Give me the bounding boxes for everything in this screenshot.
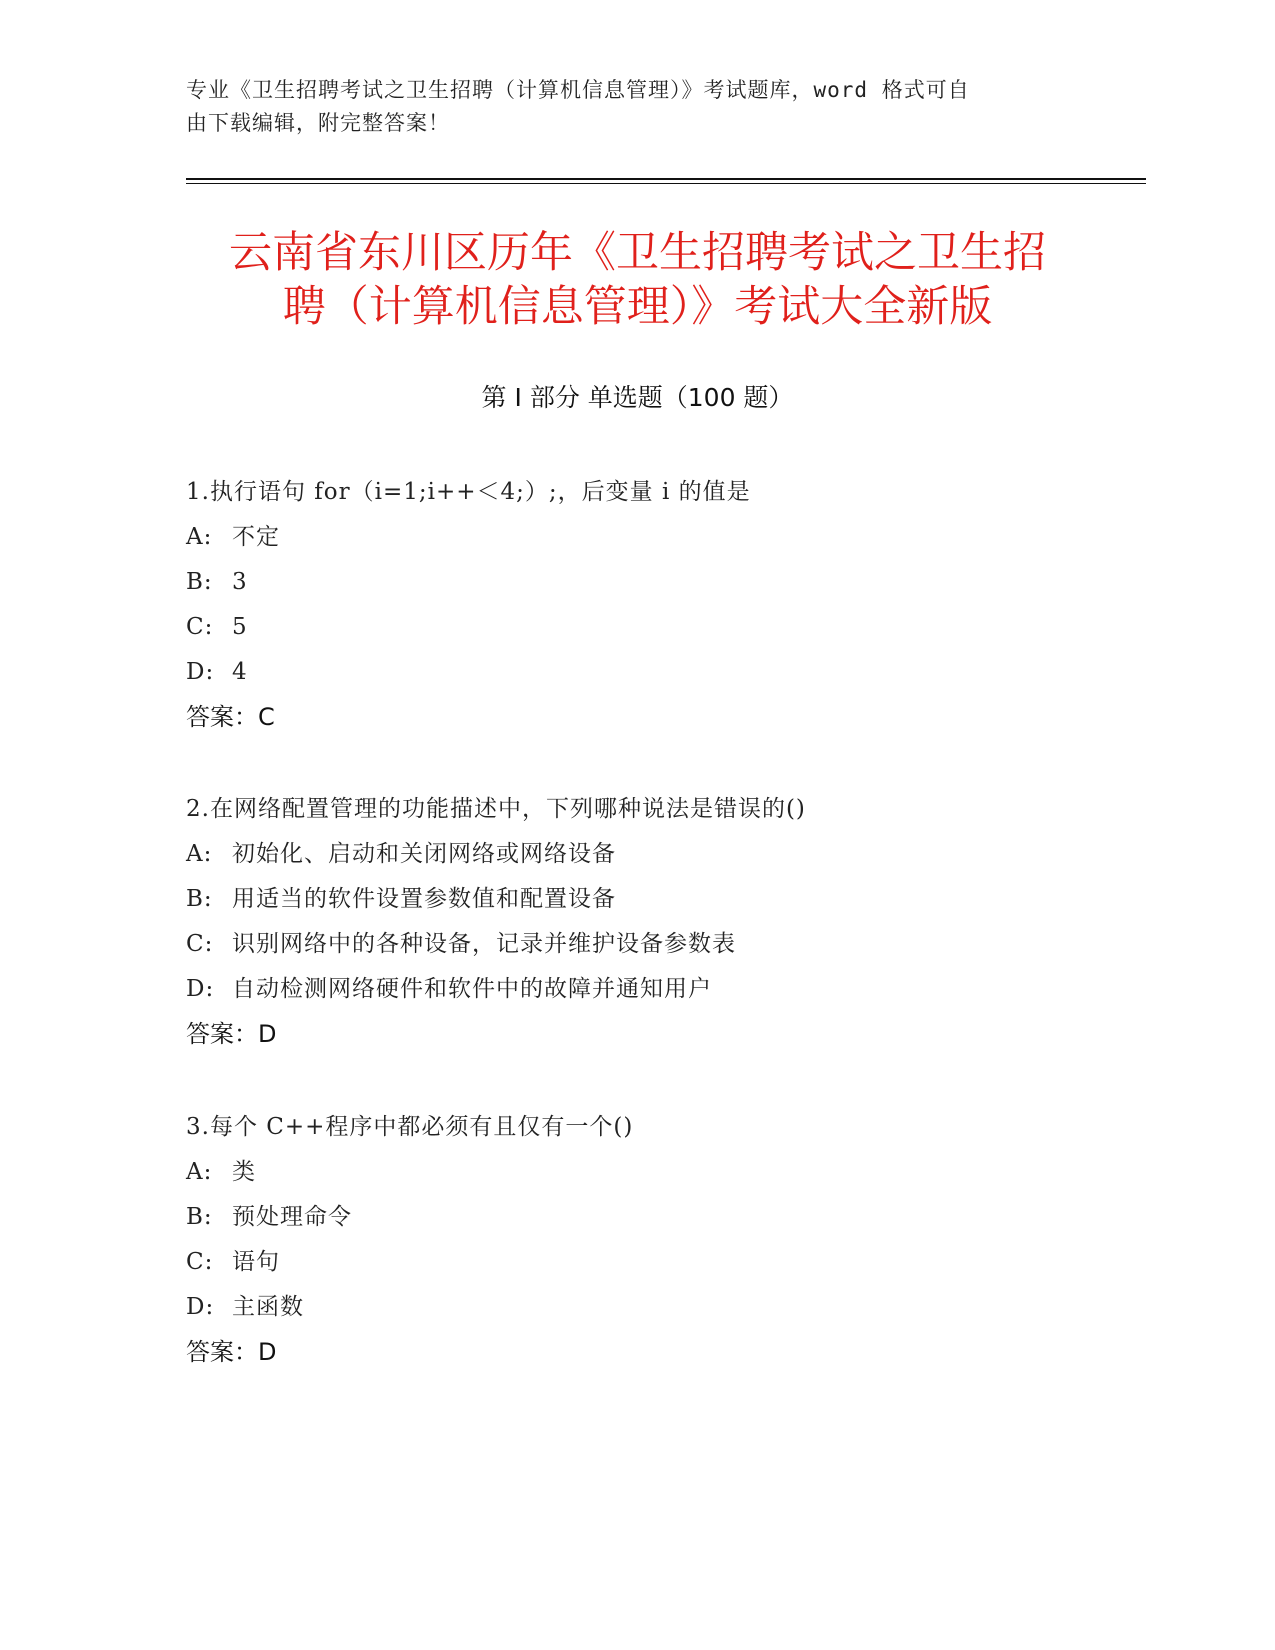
option-a [186, 520, 1146, 565]
option-letter: D: [186, 976, 215, 1002]
section-heading: 第 I 部分 单选题（100 题） [481, 383, 794, 412]
option-letter: C: [186, 1249, 214, 1275]
option-text: 识别网络中的各种设备，记录并维护设备参数表 [232, 931, 736, 957]
option-b [186, 565, 1146, 610]
option-d [186, 655, 1146, 700]
option-text: 类 [232, 1159, 256, 1185]
option-text: 自动检测网络硬件和软件中的故障并通知用户 [232, 976, 712, 1002]
question-stem: 3.每个 C++程序中都必须有且仅有一个() [186, 1114, 634, 1140]
answer-line: 答案：D [186, 1020, 277, 1048]
header-note-line-1: 专业《卫生招聘考试之卫生招聘（计算机信息管理）》考试题库，word 格式可自 [186, 78, 970, 102]
header-divider-thin [186, 183, 1146, 184]
question-stem: 2.在网络配置管理的功能描述中，下列哪种说法是错误的() [186, 796, 806, 822]
option-a [186, 1155, 1146, 1200]
option-letter: B: [186, 886, 213, 912]
header-note-line-2: 由下载编辑，附完整答案！ [186, 111, 450, 135]
option-letter: A: [186, 841, 213, 867]
option-letter: A: [186, 1159, 213, 1185]
document-title-line-1: 云南省东川区历年《卫生招聘考试之卫生招 [229, 228, 1046, 278]
option-letter: C: [186, 931, 214, 957]
question-3 [186, 1110, 1146, 1380]
option-text: 用适当的软件设置参数值和配置设备 [232, 886, 616, 912]
question-stem: 1.执行语句 for（i=1;i++＜4;）;，后变量 i 的值是 [186, 479, 751, 505]
header-divider-thick [186, 178, 1146, 180]
option-text: 主函数 [232, 1294, 304, 1320]
option-letter: D: [186, 1294, 215, 1320]
option-c [186, 1245, 1146, 1290]
option-letter: C: [186, 614, 214, 640]
option-c [186, 610, 1146, 655]
option-letter: B: [186, 569, 213, 595]
option-text: 5 [232, 614, 248, 640]
option-text: 语句 [232, 1249, 280, 1275]
document-title-line-2: 聘（计算机信息管理）》考试大全新版 [282, 282, 993, 332]
option-letter: B: [186, 1204, 213, 1230]
option-letter: A: [186, 524, 213, 550]
option-b [186, 1200, 1146, 1245]
option-d [186, 1290, 1146, 1335]
option-text: 3 [232, 569, 248, 595]
question-1 [186, 475, 1146, 745]
answer-line: 答案：C [186, 703, 275, 731]
option-text: 不定 [232, 524, 280, 550]
option-c [186, 927, 1146, 972]
header-note [186, 74, 1056, 140]
answer-line: 答案：D [186, 1338, 277, 1366]
option-text: 初始化、启动和关闭网络或网络设备 [232, 841, 616, 867]
option-text: 预处理命令 [232, 1204, 352, 1230]
option-b [186, 882, 1146, 927]
option-text: 4 [232, 659, 248, 685]
document-title [150, 226, 1125, 334]
question-2 [186, 792, 1146, 1062]
option-a [186, 837, 1146, 882]
option-letter: D: [186, 659, 215, 685]
option-d [186, 972, 1146, 1017]
